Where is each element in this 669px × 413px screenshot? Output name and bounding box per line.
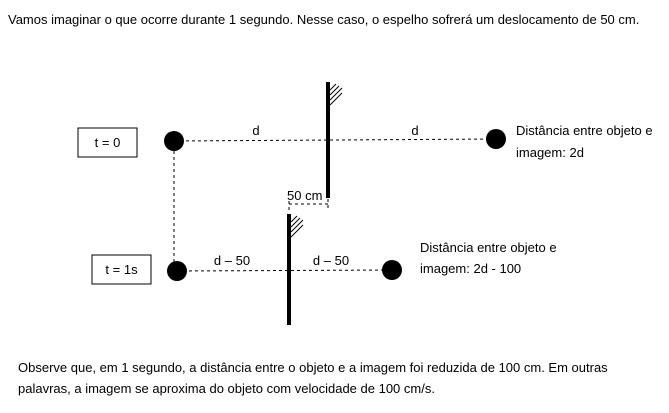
note-t0-line1: Distância entre objeto e [516,123,653,138]
time-label-t0: t = 0 [94,135,121,150]
top-left-distance-label: d [252,123,260,138]
mirror-hatch-t1 [291,216,303,237]
bottom-left-distance-label: d – 50 [213,253,251,268]
intro-text: Vamos imaginar o que ocorre durante 1 segundo. Nesse caso, o espelho sofrerá um deslocamento de 50 cm. [8,12,640,27]
top-state [78,82,653,198]
note-t1-line1: Distância entre objeto e [420,240,557,255]
object-t0 [164,131,184,151]
image-t0 [486,129,506,149]
note-t1-line2: imagem: 2d - 100 [420,261,522,276]
time-label-t1: t = 1s [105,262,138,277]
object-t1 [167,261,187,281]
image-t1 [382,260,402,280]
bottom-right-distance-label: d – 50 [312,253,350,268]
mirror-shift-label: 50 cm [287,188,323,203]
mirror-hatch-t0 [330,84,342,105]
note-t0-line2: imagem: 2d [516,145,584,160]
bottom-state [92,214,557,325]
mirror-t1 [289,214,303,325]
top-right-distance-label: d [411,123,419,138]
conclusion-text: Observe que, em 1 segundo, a distância entre o objeto e a imagem foi reduzida de 100 cm. Em outras palavras, a imagem se aproxima do objeto com velocidade de 100 cm/s. [18,360,608,396]
mirror-shift [287,188,328,212]
top-ray-line [174,139,496,141]
bottom-ray-line [177,270,392,271]
